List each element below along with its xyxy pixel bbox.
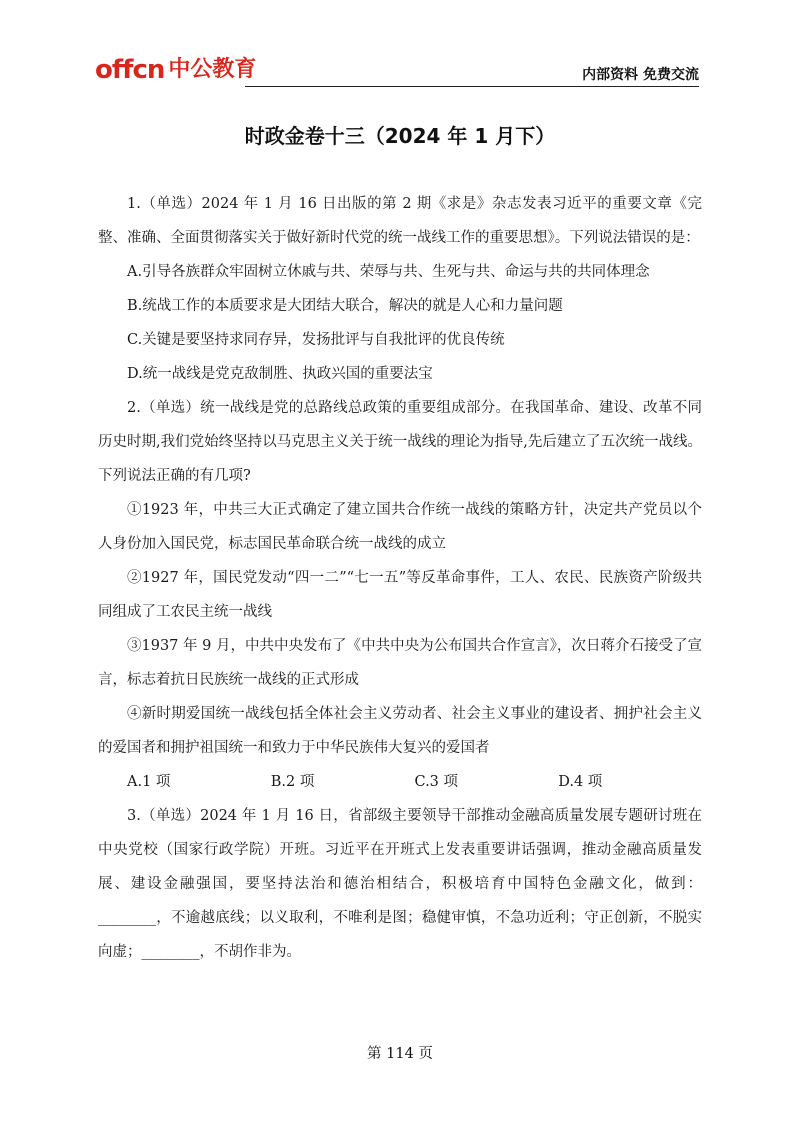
logo-chinese-text: 中公教育 bbox=[168, 57, 257, 82]
page-title: 时政金卷十三（2024 年 1 月下） bbox=[244, 124, 556, 148]
page-number: 第 114 页 bbox=[367, 1046, 433, 1062]
question-3-stem: 3.（单选）2024 年 1 月 16 日，省部级主要领导干部推动金融高质量发展专题研讨班在中央党校（国家行政学院）开班。习近平在开班式上发表重要讲话强调，推动金融高质量发展、建设金融强国，要坚持法治和德治相结合，积极培育中国特色金融文化，做到：________，不逾越底线；以义取利，不唯利是图；稳健审慎，不急功近利；守正创新，不脱实向虚；________，不胡作非为。 bbox=[98, 808, 702, 960]
header-divider bbox=[245, 86, 699, 87]
question-2-options bbox=[98, 765, 702, 799]
header-note: 内部资料 免费交流 bbox=[582, 67, 699, 83]
question-2-option-b: B.2 项 bbox=[270, 774, 315, 790]
offcn-logo bbox=[95, 56, 256, 84]
question-2-item-1: ①1923 年，中共三大正式确定了建立国共合作统一战线的策略方针，决定共产党员以个人身份加入国民党，标志国民革命联合统一战线的成立 bbox=[98, 502, 702, 552]
question-1-option-d: D.统一战线是党克敌制胜、执政兴国的重要法宝 bbox=[127, 366, 433, 382]
question-2-item-2: ②1927 年，国民党发动“四一二”“七一五”等反革命事件，工人、农民、民族资产阶级共同组成了工农民主统一战线 bbox=[98, 570, 702, 620]
question-2-option-a: A.1 项 bbox=[127, 774, 171, 790]
logo-latin-text: offcn bbox=[95, 55, 165, 85]
question-2-item-4: ④新时期爱国统一战线包括全体社会主义劳动者、社会主义事业的建设者、拥护社会主义的爱国者和拥护祖国统一和致力于中华民族伟大复兴的爱国者 bbox=[98, 706, 702, 756]
document-body bbox=[98, 187, 702, 969]
question-1-option-a: A.引导各族群众牢固树立休戚与共、荣辱与共、生死与共、命运与共的共同体理念 bbox=[127, 264, 650, 280]
question-1-stem: 1.（单选）2024 年 1 月 16 日出版的第 2 期《求是》杂志发表习近平的重要文章《完整、准确、全面贯彻落实关于做好新时代党的统一战线工作的重要思想》。下列说法错误的是： bbox=[98, 196, 702, 246]
question-1-option-c: C.关键是要坚持求同存异，发扬批评与自我批评的优良传统 bbox=[127, 332, 505, 348]
question-2-option-d: D.4 项 bbox=[558, 774, 603, 790]
question-1-option-b: B.统战工作的本质要求是大团结大联合，解决的就是人心和力量问题 bbox=[127, 298, 563, 314]
page-header bbox=[95, 56, 699, 88]
question-2-option-c: C.3 项 bbox=[414, 774, 459, 790]
question-2-item-3: ③1937 年 9 月，中共中央发布了《中共中央为公布国共合作宣言》，次日蒋介石接受了宣言，标志着抗日民族统一战线的正式形成 bbox=[98, 638, 702, 688]
question-2-stem: 2.（单选）统一战线是党的总路线总政策的重要组成部分。在我国革命、建设、改革不同历史时期,我们党始终坚持以马克思主义关于统一战线的理论为指导,先后建立了五次统一战线。下列说法正确的有几项? bbox=[98, 400, 702, 484]
